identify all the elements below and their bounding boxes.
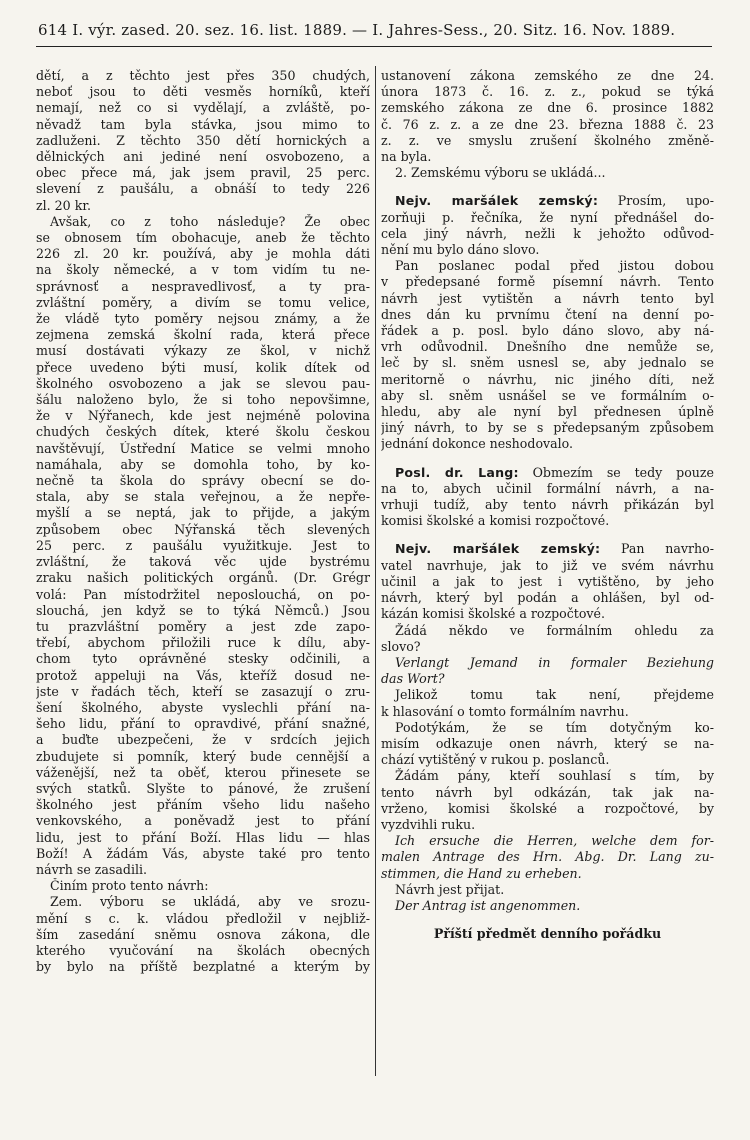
text-line: 226 zl. 20 kr. používá, aby je mohla dáti [36,246,370,262]
text-line: Avšak, co z toho následuje? Že obec [50,213,370,229]
text-line: komisi školské a komisi rozpočtové. [381,513,610,529]
text-line: zl. 20 kr. [36,197,91,213]
text-line: Zem. výboru se ukládá, aby ve srozu- [50,894,370,910]
text-line: učinil a jak to jest i vytištěno, by jeho [381,573,714,589]
text-line: školného osvobozeno a jak se slevou pau- [36,375,370,391]
text-line: školného jest přáním všeho lidu našeho [36,797,370,813]
text-line: musí dostávati výkazy ze škol, v nichž [36,343,370,359]
text-line: řádek a p. posl. bylo dáno slovo, aby ná- [381,323,714,339]
text-line: správnosť a nespravedlivosť, a ty pra- [36,278,370,294]
text-line: by bylo na příště bezplatné a kterým by [36,959,370,975]
text-line: hledu, aby ale nyní byl přednesen úplně [381,404,714,420]
text-line: venkovského, a poněvadž jest to přání [36,813,370,829]
text-line: třebí, abychom přiložili ruce k dílu, aby- [36,635,370,651]
text-line: šeho lidu, přání to opravdivé, přání snažné, [36,716,370,732]
text-line: Pan poslanec podal před jistou dobou [395,258,714,274]
text-line: zadluženi. Z těchto 350 dětí hornických a [36,132,370,148]
text-line: vrhuji tudíž, aby tento návrh přikázán byl [381,497,714,513]
text-line: z. z. ve smyslu zrušení školného změně- [381,132,714,148]
text-line: způsobem obec Nýřanská těch slevených [36,521,370,537]
speech-text: Prosím, upo- [598,193,714,209]
text-line: Příští předmět denního pořádku [433,926,662,942]
text-line: Činím proto tento návrh: [50,878,209,894]
page-header: 614 I. výr. zased. 20. sez. 16. list. 1889. — I. Jahres-Sess., 20. Sitz. 16. Nov. 1889. [38,21,676,39]
text-line: šálu naloženo bylo, že si toho nepovšimne, [36,392,370,408]
text-line: Verlangt Jemand in formaler Beziehung [395,654,714,670]
text-line: na to, abych učinil formální návrh, a na- [381,480,714,496]
text-line: zbudujete si pomník, který bude cennější a [36,748,370,764]
text-line: stala, aby se stala veřejnou, a že nepře- [36,489,370,505]
text-line: nečně ta škola do správy obecní se do- [36,473,370,489]
text-line: 25 perc. z paušálu využitkuje. Jest to [36,537,370,553]
text-line: dnes dán ku prvnímu čtení na denní po- [381,306,714,322]
text-line: Podotýkám, že se tím dotyčným ko- [395,719,714,735]
column-divider [375,66,376,1076]
text-line: v předepsané formě písemní návrh. Tento [381,274,714,290]
text-line: aby sl. sněm usnášel se ve formálním o- [381,387,714,403]
text-line: Ich ersuche die Herren, welche dem for- [395,833,714,849]
text-line: misím odkazuje onen návrh, který se na- [381,735,714,751]
text-line: na školy německé, a v tom vidím tu ne- [36,262,370,278]
text-line: přece uvedeno býti musí, kolik dítek od [36,359,370,375]
text-line [381,541,714,557]
text-line: váženější, než ta oběť, kterou přinesete se [36,764,370,780]
paragraph-gap [381,529,714,541]
text-line: vyzdvihli ruku. [381,816,476,832]
header-rule [36,46,712,47]
text-line: vrh odůvodnil. Dnešního dne nemůže se, [381,339,714,355]
speaker-name: Nejv. maršálek zemský: [395,193,599,209]
text-line: leč by sl. sněm usnesl se, aby jednalo se [381,355,714,371]
text-line: vatel navrhuje, jak to již ve svém návrhu [381,557,714,573]
text-line: myšlí a se neptá, jak to přijde, a jakým [36,505,370,521]
text-line: tento návrh byl odkázán, tak jak na- [381,784,714,800]
text-line: volá: Pan místodržitel neposlouchá, on po- [36,586,370,602]
text-line: obec přece má, jak jsem pravil, 25 perc. [36,165,370,181]
text-line: malen Antrage des Hrn. Abg. Dr. Lang zu- [381,849,714,865]
text-line: něvadž tam byla stávka, jsou mimo to [36,116,370,132]
text-line: kterého vyučování na školách obecných [36,942,370,958]
text-line: protož appeluji na Vás, kteříž dosud ne- [36,667,370,683]
text-line: č. 76 z. z. a ze dne 23. března 1888 č. 23 [381,116,714,132]
speech-text: Obmezím se tedy pouze [518,464,714,480]
text-line: vrženo, komisi školské a rozpočtové, by [381,800,714,816]
text-line: stimmen, die Hand zu erheben. [381,865,582,881]
text-line: svých statků. Slyšte to pánové, že zrušení [36,780,370,796]
text-line: chází vytištěný v rukou p. poslanců. [381,752,610,768]
text-line: k hlasování o tomto formálním navrhu. [381,703,629,719]
text-line: dělnických ani jediné není osvobozeno, a [36,149,370,165]
text-line: února 1873 č. 16. z. z., pokud se týká [381,84,714,100]
text-line: zraku našich politických orgánů. (Dr. Grégr [36,570,370,586]
text-line: cela jiný návrh, nežli k jehožto odůvod- [381,225,714,241]
text-line: šení školného, abyste vyslechli přání na- [36,699,370,715]
text-line: na byla. [381,149,432,165]
text-line: nění mu bylo dáno slovo. [381,242,540,258]
text-line: namáhala, aby se domohla toho, by ko- [36,456,370,472]
text-line: návrh jest vytištěn a návrh tento byl [381,290,714,306]
text-line: slouchá, jen když se to týká Němců.) Jsou [36,602,370,618]
text-line: neboť jsou to děti vesměs horníků, kteří [36,84,370,100]
text-line: jednání dokonce neshodovalo. [381,436,574,452]
text-line: že v Nýřanech, kde jest nejméně polovina [36,408,370,424]
text-line: jiný návrh, to by se s předepsaným způsobem [381,420,714,436]
paragraph-gap [381,914,714,926]
text-line: a buďte ubezpečeni, že v srdcích jejich [36,732,370,748]
text-line: kázán komisi školské a rozpočtové. [381,606,605,622]
text-line: Návrh jest přijat. [395,881,505,897]
speech-text: Pan navrho- [600,541,714,557]
text-line: Žádám pány, kteří souhlasí s tím, by [395,768,714,784]
text-line: das Wort? [381,671,445,687]
text-line: slovo? [381,638,421,654]
speaker-name: Posl. dr. Lang: [395,464,519,480]
text-line: návrh se zasadili. [36,861,148,877]
text-line: zvláštní poměry, a divím se tomu velice, [36,294,370,310]
text-line: mění s c. k. vládou předložil v nejbliž- [36,910,370,926]
text-line: nemají, než co si vydělají, a zvláště, po- [36,100,370,116]
text-line: chom tyto oprávněné stesky odčinili, a [36,651,370,667]
text-line: 2. Zemskému výboru se ukládá... [395,165,606,181]
text-line: chudých českých dítek, které školu českou [36,424,370,440]
text-line: Der Antrag ist angenommen. [395,897,581,913]
text-line: jste v řadách těch, kteří se zasazují o zru- [36,683,370,699]
text-line: Boží! A žádám Vás, abyste také pro tento [36,845,370,861]
text-line: návrh, který byl podán a ohlášen, byl od- [381,590,714,606]
paragraph-gap [381,453,714,465]
text-line: lidu, jest to přání Boží. Hlas lidu — hlas [36,829,370,845]
text-line: ším zasedání sněmu osnova zákona, dle [36,926,370,942]
text-line: zemského zákona ze dne 6. prosince 1882 [381,100,714,116]
text-line: meritorně o návrhu, nic jiného díti, než [381,371,714,387]
text-line: zorňuji p. řečníka, že nyní přednášel do- [381,209,714,225]
text-line: tu prazvláštní poměry a jest zde zapo- [36,618,370,634]
text-line: zvláštní, že taková věc ujde bystrému [36,554,370,570]
text-line: zejmena zemská školní rada, která přece [36,327,370,343]
text-line: Jelikož tomu tak není, přejdeme [395,687,714,703]
text-line: slevení z paušálu, a obnáší to tedy 226 [36,181,370,197]
text-line: navštěvují, Ústřední Matice se velmi mnoho [36,440,370,456]
text-line [381,465,714,481]
text-line: ustanovení zákona zemského ze dne 24. [381,68,714,83]
text-line: se obnosem tím obohacuje, aneb že těchto [36,230,370,246]
speaker-name: Nejv. maršálek zemský: [395,541,601,557]
paragraph-gap [381,181,714,193]
text-line: dětí, a z těchto jest přes 350 chudých, [36,68,370,83]
text-line: Žádá někdo ve formálním ohledu za [395,622,714,638]
text-line: že vládě tyto poměry nejsou známy, a že [36,311,370,327]
left-column [36,68,370,975]
text-line [381,193,714,209]
right-column [381,68,714,942]
